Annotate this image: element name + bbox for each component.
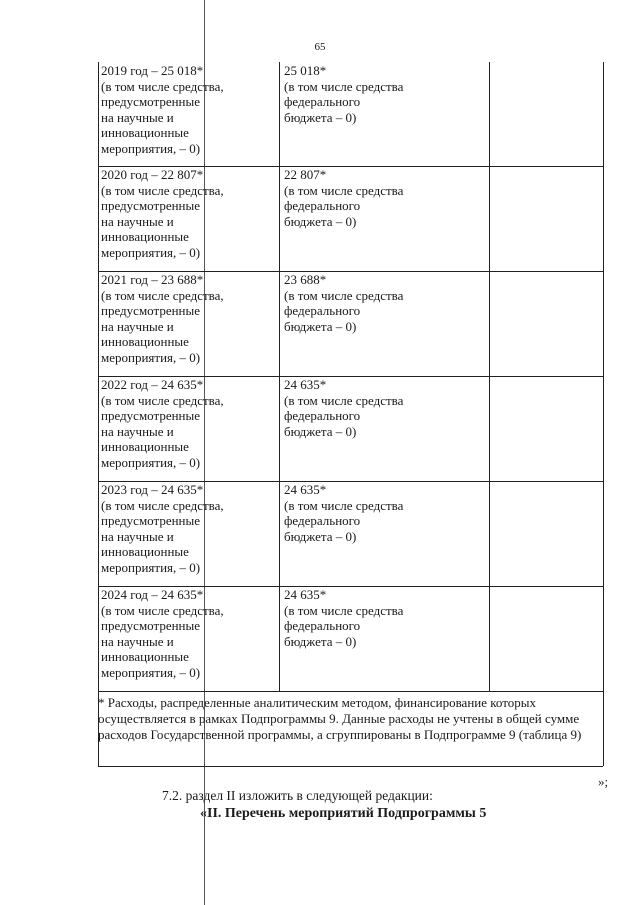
- table-bottom-border: [98, 691, 603, 692]
- federal-amount: 24 635*: [284, 482, 327, 497]
- left-cell: [101, 167, 276, 261]
- middle-cell: [284, 377, 484, 439]
- federal-note: (в том числе средства федерального бюджета – 0): [284, 78, 404, 125]
- year-amount: 2022 год – 24 635*: [101, 377, 204, 392]
- federal-note: (в том числе средства федерального бюджета – 0): [284, 182, 404, 229]
- year-note: (в том числе средства, предусмотренные на научные и инновационные мероприятия, – 0): [101, 182, 224, 260]
- federal-note: (в том числе средства федерального бюджета – 0): [284, 497, 404, 544]
- left-cell: [101, 63, 276, 157]
- federal-amount: 22 807*: [284, 167, 327, 182]
- middle-cell: [284, 167, 484, 229]
- federal-amount: 23 688*: [284, 272, 327, 287]
- federal-amount: 25 018*: [284, 63, 327, 78]
- federal-note: (в том числе средства федерального бюджета – 0): [284, 602, 404, 649]
- middle-cell: [284, 482, 484, 544]
- section-heading: «II. Перечень мероприятий Подпрограммы 5: [200, 806, 487, 821]
- table-border-right: [603, 62, 604, 766]
- instruction-text: 7.2. раздел II изложить в следующей редакции:: [162, 788, 433, 803]
- year-note: (в том числе средства, предусмотренные на научные и инновационные мероприятия, – 0): [101, 287, 224, 365]
- year-amount: 2021 год – 23 688*: [101, 272, 204, 287]
- year-amount: 2023 год – 24 635*: [101, 482, 204, 497]
- middle-cell: [284, 63, 484, 125]
- footnote: * Расходы, распределенные аналитическим методом, финансирование которых осуществляется в рамках Подпрограммы 9. Данные расходы не учтены в общей сумме расходов Государственной программы, а сгруппированы в Подпрограмме 9 (таблица 9): [98, 695, 582, 742]
- year-note: (в том числе средства, предусмотренные на научные и инновационные мероприятия, – 0): [101, 602, 224, 680]
- middle-cell: [284, 587, 484, 649]
- year-note: (в том числе средства, предусмотренные на научные и инновационные мероприятия, – 0): [101, 78, 224, 156]
- left-cell: [101, 377, 276, 471]
- year-amount: 2019 год – 25 018*: [101, 63, 204, 78]
- left-cell: [101, 272, 276, 366]
- year-note: (в том числе средства, предусмотренные на научные и инновационные мероприятия, – 0): [101, 392, 224, 470]
- federal-note: (в том числе средства федерального бюджета – 0): [284, 287, 404, 334]
- federal-amount: 24 635*: [284, 587, 327, 602]
- year-amount: 2020 год – 22 807*: [101, 167, 204, 182]
- closing-quote: »;: [598, 774, 609, 789]
- federal-amount: 24 635*: [284, 377, 327, 392]
- left-cell: [101, 482, 276, 576]
- year-note: (в том числе средства, предусмотренные на научные и инновационные мероприятия, – 0): [101, 497, 224, 575]
- left-cell: [101, 587, 276, 681]
- year-amount: 2024 год – 24 635*: [101, 587, 204, 602]
- middle-cell: [284, 272, 484, 334]
- federal-note: (в том числе средства федерального бюджета – 0): [284, 392, 404, 439]
- footnote-bottom-border: [98, 766, 603, 767]
- page-number: 65: [314, 41, 326, 53]
- table-border-left: [98, 62, 99, 766]
